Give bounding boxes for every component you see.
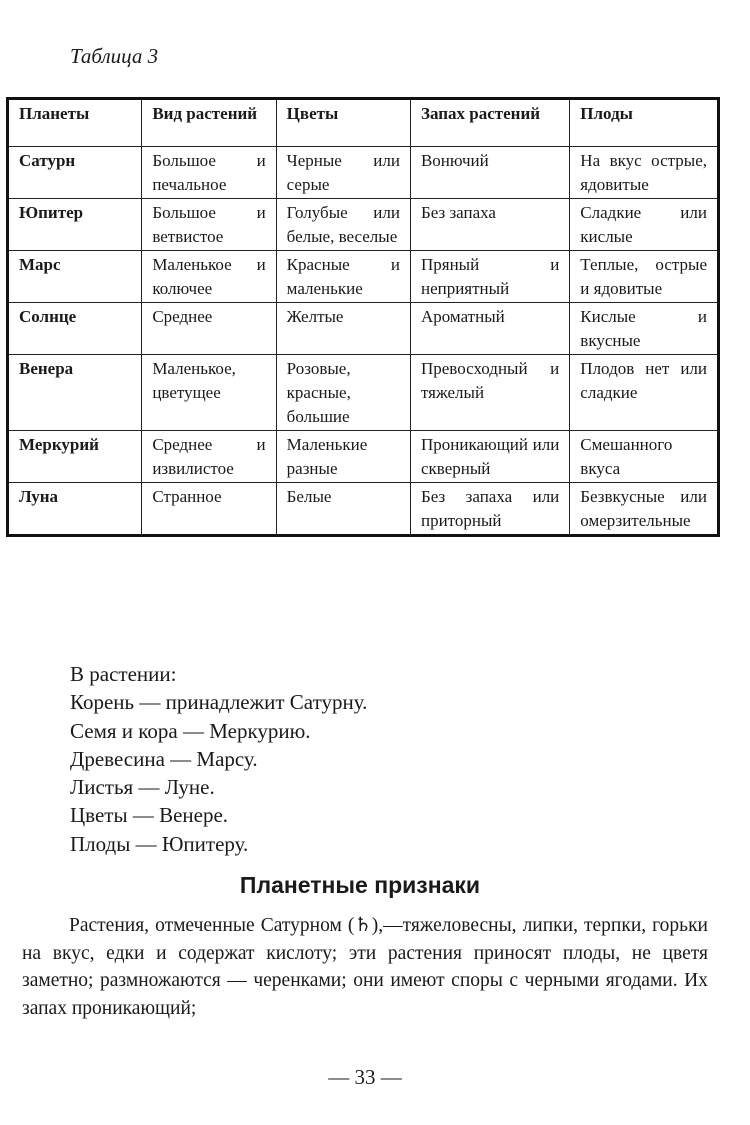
table-cell: Ароматный [410,303,569,355]
table-cell: Черные или серые [276,147,410,199]
table-cell: Розовые, красные, большие [276,355,410,431]
list-item: Древесина — Марсу. [70,746,258,771]
table-cell: Красные и маленькие [276,251,410,303]
plant-parts-list [70,660,367,858]
planet-name: Солнце [8,303,142,355]
table-cell: Безвкусные или омерзительные [570,483,719,536]
page-number: — 33 — [328,1065,402,1089]
table-cell: Странное [142,483,276,536]
table-cell: Без запаха или приторный [410,483,569,536]
table-cell: Среднее [142,303,276,355]
table-cell: Желтые [276,303,410,355]
planet-name: Меркурий [8,431,142,483]
table-row [8,251,719,303]
list-item: Цветы — Венере. [70,803,229,828]
table-cell: Большое и ветвистое [142,199,276,251]
table-cell: Кислые и вкусные [570,303,719,355]
table-row [8,355,719,431]
section-title: Планетные признаки [239,872,481,898]
table-cell: Теплые, острые и ядовитые [570,251,719,303]
table-row [8,303,719,355]
table-cell: Голубые или белые, веселые [276,199,410,251]
table-cell: Среднее и извилистое [142,431,276,483]
planet-name: Юпитер [8,199,142,251]
table-cell: Смешанного вкуса [570,431,719,483]
table-header-row [8,99,719,147]
list-item: Листья — Луне. [70,775,215,800]
table-cell: Плодов нет или сладкие [570,355,719,431]
table-row [8,199,719,251]
table-cell: Пряный и неприятный [410,251,569,303]
planets-table [6,97,720,537]
table-cell: Маленькие разные [276,431,410,483]
table-cell: Без запаха [410,199,569,251]
column-header-fruits: Плоды [570,99,719,147]
table-caption: Таблица 3 [70,44,159,68]
planet-name: Сатурн [8,147,142,199]
table-cell: Проникающий или скверный [410,431,569,483]
table-row [8,147,719,199]
table-cell: Белые [276,483,410,536]
table-row [8,483,719,536]
column-header-flowers: Цветы [276,99,410,147]
planet-name: Марс [8,251,142,303]
column-header-smell: Запах растений [410,99,569,147]
column-header-plant-type: Вид растений [142,99,276,147]
table-row [8,431,719,483]
list-item: Плоды — Юпитеру. [70,831,249,856]
table-cell: Маленькое и колючее [142,251,276,303]
planet-name: Луна [8,483,142,536]
plant-parts-intro: В растении: [70,662,177,686]
body-paragraph: Растения, отмеченные Сатурном (♄),—тяжеловесны, липки, терпки, горьки на вкус, едки и содержат кислоту; эти растения приносят плоды, не цветя заметно; размножаются — черенками; они имеют споры с черными ягодами. Их запах проникающий; [22,915,708,1019]
column-header-planets: Планеты [8,99,142,147]
table-cell: Большое и печальное [142,147,276,199]
planet-name: Венера [8,355,142,431]
table-cell: На вкус острые, ядовитые [570,147,719,199]
table-cell: Превосходный и тяжелый [410,355,569,431]
table-cell: Вонючий [410,147,569,199]
table-cell: Маленькое, цветущее [142,355,276,431]
list-item: Семя и кора — Меркурию. [70,718,311,743]
list-item: Корень — принадлежит Сатурну. [70,690,368,715]
table-cell: Сладкие или кислые [570,199,719,251]
